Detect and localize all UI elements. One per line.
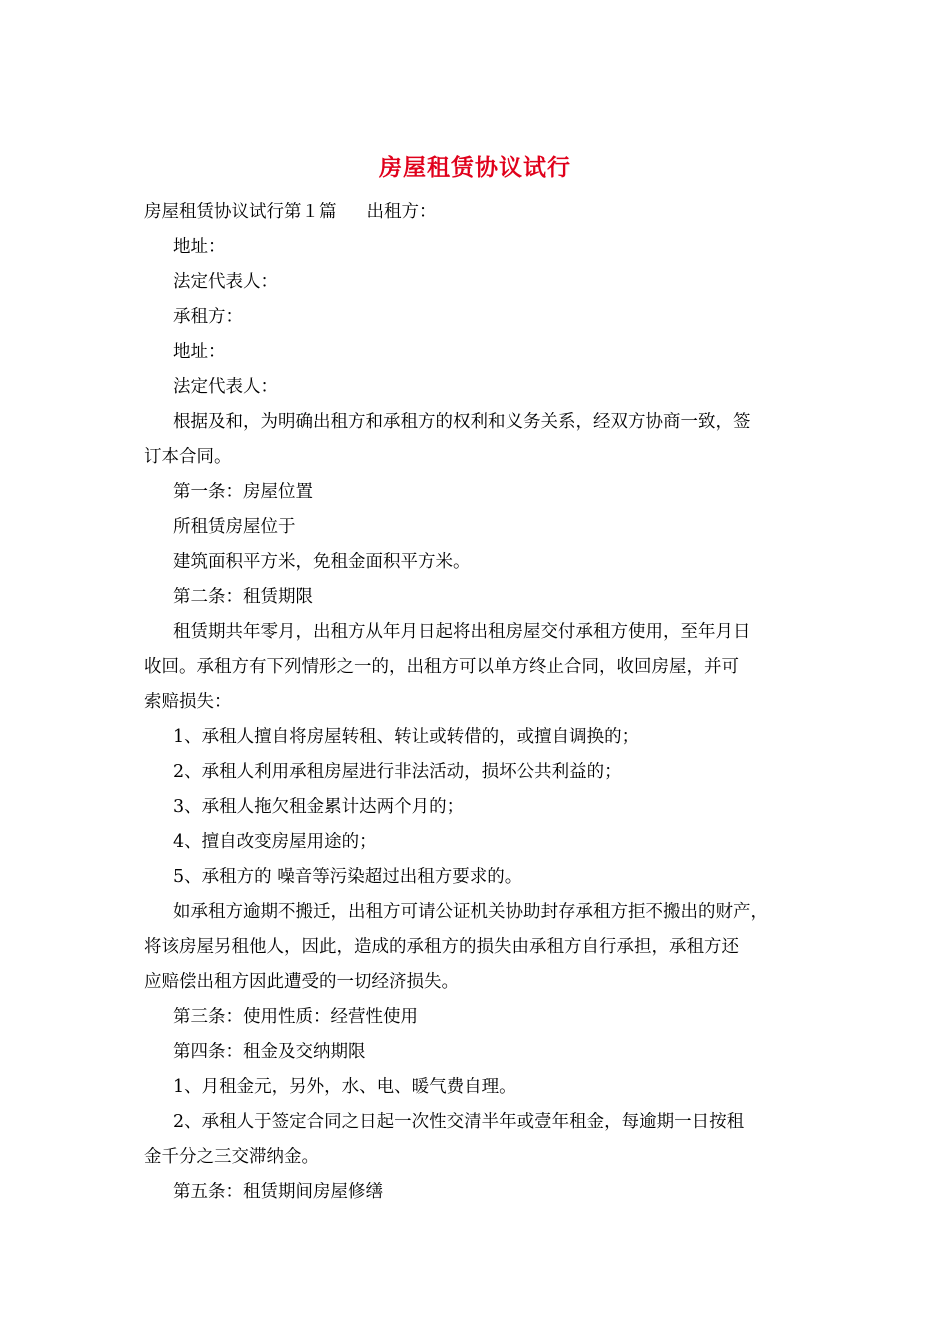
paragraph-line: 如承租方逾期不搬迁，出租方可请公证机关协助封存承租方拒不搬出的财产， (173, 902, 768, 922)
paragraph-line: 承租方： (173, 307, 243, 327)
paragraph-line: 根据及和，为明确出租方和承租方的权利和义务关系，经双方协商一致，签 (173, 412, 751, 432)
paragraph-line: 法定代表人： (173, 377, 278, 397)
paragraph-line: 地址： (173, 237, 226, 257)
paragraph-line: 2、承租人于签定合同之日起一次性交清半年或壹年租金，每逾期一日按租 (173, 1112, 745, 1132)
paragraph-line: 法定代表人： (173, 272, 278, 292)
paragraph-line (144, 195, 808, 230)
party-label: 出租方： (366, 202, 437, 222)
paragraph-line: 收回。承租方有下列情形之一的，出租方可以单方终止合同，收回房屋，并可 (144, 657, 739, 677)
paragraph-line: 4、擅自改变房屋用途的； (173, 832, 377, 852)
paragraph-line: 第三条：使用性质：经营性使用 (173, 1007, 418, 1027)
paragraph-line: 金千分之三交滞纳金。 (144, 1147, 319, 1167)
paragraph-line: 建筑面积平方米，免租金面积平方米。 (173, 552, 471, 572)
paragraph-line: 第四条：租金及交纳期限 (173, 1042, 366, 1062)
section-heading: 房屋租赁协议试行第１篇 (144, 202, 337, 222)
paragraph-line: 租赁期共年零月，出租方从年月日起将出租房屋交付承租方使用，至年月日 (173, 622, 751, 642)
paragraph-line: 1、月租金元，另外，水、电、暖气费自理。 (173, 1077, 517, 1097)
paragraph-line: 第五条：租赁期间房屋修缮 (173, 1182, 383, 1202)
paragraph-line: 索赔损失： (144, 692, 232, 712)
paragraph-line: 地址： (173, 342, 226, 362)
paragraph-line: 3、承租人拖欠租金累计达两个月的； (173, 797, 465, 817)
paragraph-line: 将该房屋另租他人，因此，造成的承租方的损失由承租方自行承担，承租方还 (144, 937, 739, 957)
paragraph-line: 第二条：租赁期限 (173, 587, 313, 607)
paragraph-line: 应赔偿出租方因此遭受的一切经济损失。 (144, 972, 459, 992)
paragraph-line: 订本合同。 (144, 447, 232, 467)
paragraph-line: 5、承租方的 噪音等污染超过出租方要求的。 (173, 867, 523, 887)
document-title: 房屋租赁协议试行 (379, 154, 571, 181)
paragraph-line: 所租赁房屋位于 (173, 517, 296, 537)
document-body (144, 195, 808, 1210)
paragraph-line: 1、承租人擅自将房屋转租、转让或转借的，或擅自调换的； (173, 727, 640, 747)
paragraph-line: 第一条：房屋位置 (173, 482, 313, 502)
paragraph-line: 2、承租人利用承租房屋进行非法活动，损坏公共利益的； (173, 762, 622, 782)
